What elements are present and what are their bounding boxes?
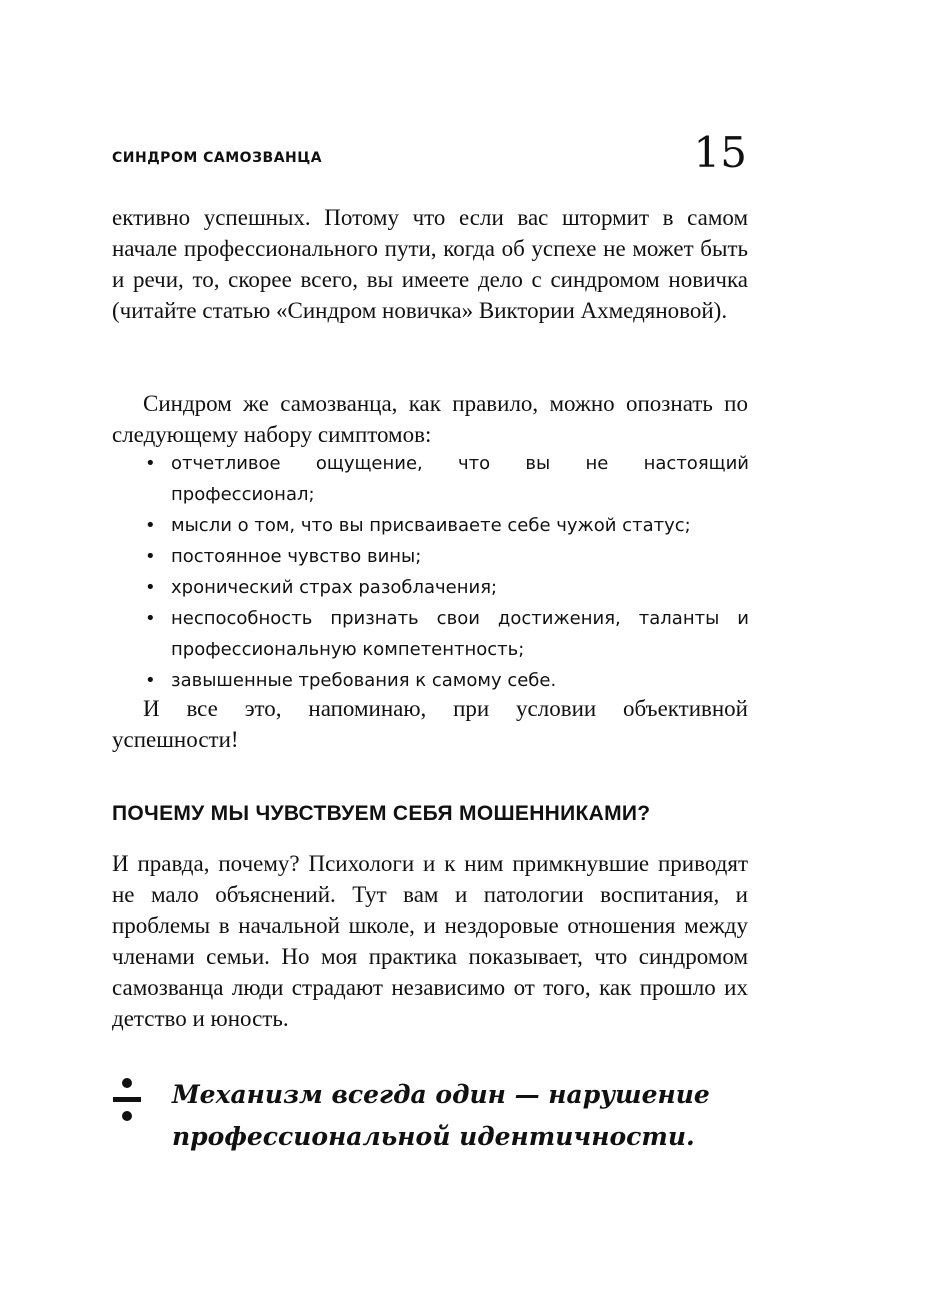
list-item	[145, 510, 749, 541]
bullet-icon: •	[145, 515, 156, 536]
bullet-icon: •	[145, 670, 156, 691]
page-number: 15	[693, 128, 747, 177]
paragraph-explanation: И правда, почему? Психологи и к ним примкнувшие приводят не мало объяснений. Тут вам и патологии воспитания, и проблемы в начальной школе, и нездоровые отношения между членами семьи. Но моя практика показывает, что синдромом самозванца люди страдают независимо от того, как прошло их детство и юность.	[112, 851, 748, 1031]
callout-quote: Механизм всегда один — нарушение профессиональной идентичности.	[172, 1080, 710, 1151]
list-item-text: хронический страх разоблачения;	[171, 577, 498, 598]
list-item-text: завышенные требования к самому себе.	[171, 670, 557, 691]
list-item	[145, 572, 749, 603]
list-item-text: постоянное чувство вины;	[171, 546, 422, 567]
symptom-list	[145, 448, 749, 696]
paragraph-symptoms-intro: Синдром же самозванца, как правило, можно опознать по следующему набору симптомов:	[112, 391, 748, 447]
list-item	[145, 541, 749, 572]
section-heading: ПОЧЕМУ МЫ ЧУВСТВУЕМ СЕБЯ МОШЕННИКАМИ?	[112, 802, 651, 825]
list-item-text: мысли о том, что вы присваиваете себе чужой статус;	[171, 515, 691, 536]
list-item-text: неспособность признать свои достижения, таланты и профессиональную компетентность;	[171, 608, 749, 660]
list-item	[145, 448, 749, 510]
paragraph-reminder: И все это, напоминаю, при условии объективной успешности!	[112, 696, 748, 752]
bullet-icon: •	[145, 453, 156, 474]
running-title: СИНДРОМ САМОЗВАНЦА	[112, 150, 323, 166]
divide-icon	[112, 1076, 142, 1124]
bullet-icon: •	[145, 608, 156, 629]
bullet-icon: •	[145, 577, 156, 598]
list-item	[145, 603, 749, 665]
list-item	[145, 665, 749, 696]
list-item-text: отчетливое ощущение, что вы не настоящий профессионал;	[171, 453, 749, 505]
bullet-icon: •	[145, 546, 156, 567]
paragraph-continued: ективно успешных. Потому что если вас штормит в самом начале профессионального пути, когда об успехе не может быть и речи, то, скорее всего, вы имеете дело с синдромом новичка (читайте статью «Синдром новичка» Виктории Ахмедяновой).	[112, 205, 748, 323]
